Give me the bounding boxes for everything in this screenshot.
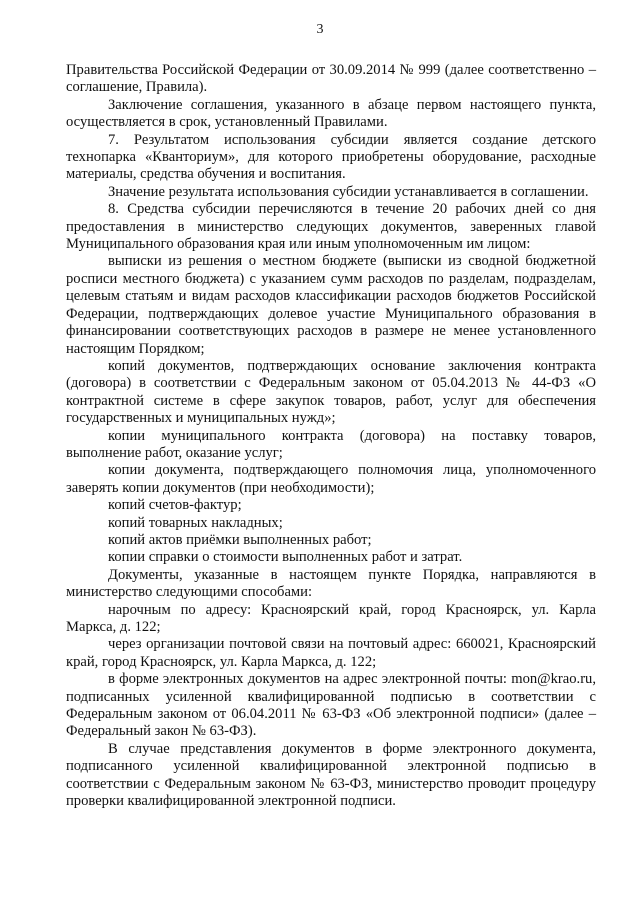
paragraph-delivery-methods: Документы, указанные в настоящем пункте Порядка, направляются в министерство следующими способами: <box>66 566 596 601</box>
document-body <box>66 62 596 810</box>
list-item-by-post: через организации почтовой связи на почтовый адрес: 660021, Красноярский край, город Красноярск, ул. Карла Маркса, д. 122; <box>66 636 596 670</box>
paragraph-item-7-result: 7. Результатом использования субсидии является создание детского технопарка «Кванториум», для которого приобретены оборудование, расходные материалы, средства обучения и воспитания. <box>66 131 596 183</box>
list-item-contract-basis: копий документов, подтверждающих основание заключения контракта (договора) в соответствии с Федеральным законом от 05.04.2013 № 44-ФЗ «О контрактной системе в сфере закупок товаров, работ, услуг для обеспечения государственных и муниципальных нужд»; <box>66 357 596 427</box>
list-item-municipal-contract: копии муниципального контракта (договора) на поставку товаров, выполнение работ, оказание услуг; <box>66 427 596 461</box>
list-item-cost-certificate: копии справки о стоимости выполненных работ и затрат. <box>108 549 463 566</box>
list-item-waybills: копий товарных накладных; <box>108 514 283 531</box>
list-item-invoices: копий счетов-фактур; <box>108 497 242 514</box>
list-item-by-hand: нарочным по адресу: Красноярский край, город Красноярск, ул. Карла Маркса, д. 122; <box>66 601 596 635</box>
paragraph-signature-check: В случае представления документов в форме электронного документа, подписанного усиленной квалифицированной электронной подписью в соответствии с Федеральным законом № 63-ФЗ, министерство проводит процедуру проверки квалифицированной электронной подписи. <box>66 740 596 810</box>
paragraph-rules-reference: Правительства Российской Федерации от 30.09.2014 № 999 (далее соответственно – соглашение, Правила). <box>66 62 596 96</box>
paragraph-item-8-transfer: 8. Средства субсидии перечисляются в течение 20 рабочих дней со дня предоставления в министерство следующих документов, заверенных главой Муниципального образования края или иным уполномоченным им лицом: <box>66 201 596 253</box>
list-item-by-email: в форме электронных документов на адрес электронной почты: mon@krao.ru, подписанных усиленной квалифицированной подписью в соответствии с Федеральным законом от 06.04.2011 № 63-ФЗ «Об электронной подписи» (далее – Федеральный закон № 63-ФЗ). <box>66 671 596 740</box>
paragraph-result-value: Значение результата использования субсидии устанавливается в соглашении. <box>108 183 589 200</box>
list-item-acceptance-acts: копий актов приёмки выполненных работ; <box>108 531 372 548</box>
page-number: 3 <box>316 22 324 37</box>
list-item-authority-document: копии документа, подтверждающего полномочия лица, уполномоченного заверять копии документов (при необходимости); <box>66 462 596 496</box>
paragraph-agreement-term: Заключение соглашения, указанного в абзаце первом настоящего пункта, осуществляется в срок, установленный Правилами. <box>66 96 596 131</box>
list-item-budget-extracts: выписки из решения о местном бюджете (выписки из сводной бюджетной росписи местного бюджета) с указанием сумм расходов по разделам, подразделам, целевым статьям и видам расходов классификации расходов бюджетов Российской Федерации, подтверждающих долевое участие Муниципального образования в финансировании соответствующих расходов в размере не менее установленного настоящим Порядком; <box>66 253 596 357</box>
